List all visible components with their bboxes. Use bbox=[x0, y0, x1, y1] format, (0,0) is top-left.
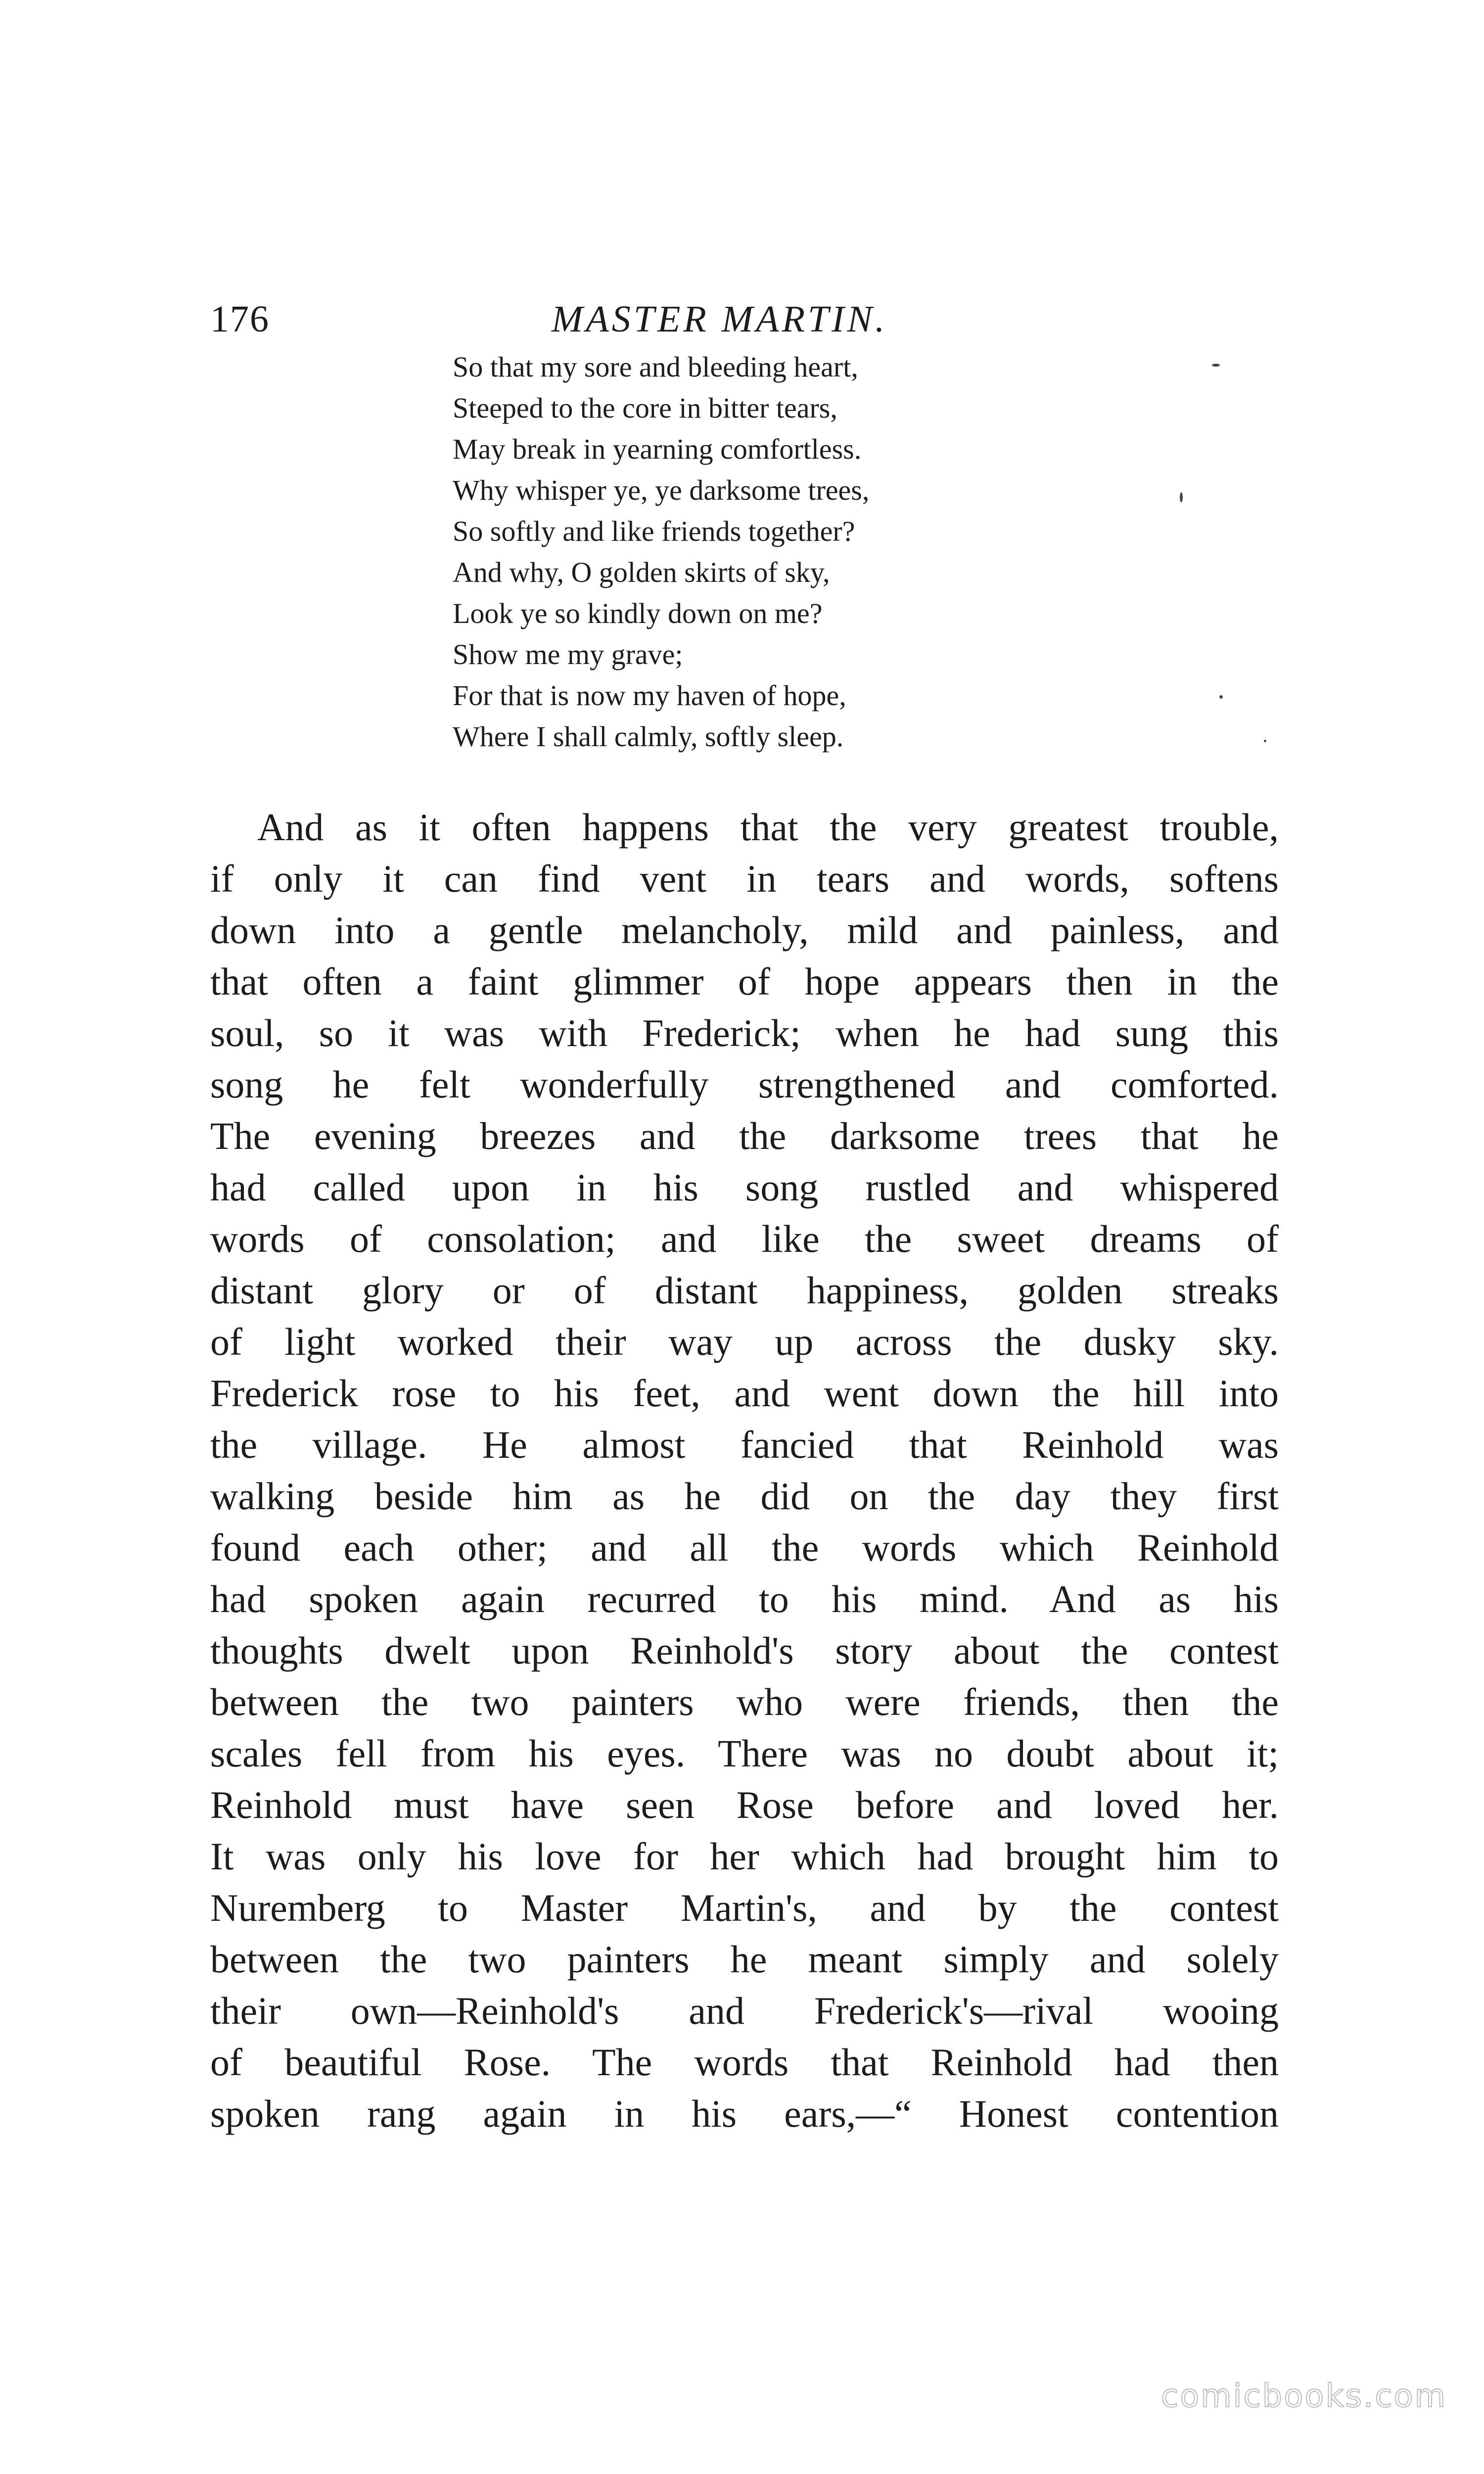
poem-line: And why, O golden skirts of sky, bbox=[453, 556, 830, 588]
body-paragraph bbox=[210, 802, 1279, 2140]
paragraph-line: had spoken again recurred to his mind. And as his bbox=[210, 1577, 1279, 1620]
paragraph-line: scales fell from his eyes. There was no doubt about it; bbox=[210, 1732, 1279, 1775]
paragraph-line: if only it can find vent in tears and words, softens bbox=[210, 857, 1279, 900]
poem-line: So softly and like friends together? bbox=[453, 515, 855, 547]
poem-line: Steeped to the core in bitter tears, bbox=[453, 392, 837, 424]
paragraph-line: The evening breezes and the darksome trees that he bbox=[210, 1114, 1279, 1157]
page-number: 176 bbox=[210, 298, 270, 340]
paragraph-line: between the two painters he meant simply and solely bbox=[210, 1938, 1279, 1981]
paragraph-line: between the two painters who were friends, then the bbox=[210, 1680, 1279, 1723]
paragraph-line: And as it often happens that the very greatest trouble, bbox=[257, 806, 1279, 849]
paragraph-line: Nuremberg to Master Martin's, and by the contest bbox=[210, 1886, 1279, 1929]
paragraph-line: Reinhold must have seen Rose before and loved her. bbox=[210, 1783, 1279, 1826]
paragraph-line: spoken rang again in his ears,—“ Honest contention bbox=[210, 2092, 1279, 2135]
paragraph-line: song he felt wonderfully strengthened and comforted. bbox=[210, 1063, 1279, 1106]
paragraph-line: It was only his love for her which had brought him to bbox=[210, 1835, 1279, 1878]
poem-line: For that is now my haven of hope, bbox=[453, 679, 846, 712]
paragraph-line: distant glory or of distant happiness, golden streaks bbox=[210, 1269, 1279, 1312]
paragraph-line: that often a faint glimmer of hope appears then in the bbox=[210, 960, 1279, 1003]
paragraph-line: found each other; and all the words which Reinhold bbox=[210, 1526, 1279, 1569]
running-title: MASTER MARTIN. bbox=[552, 298, 888, 340]
poem-line: Why whisper ye, ye darksome trees, bbox=[453, 474, 870, 506]
paragraph-line: Frederick rose to his feet, and went down the hill into bbox=[210, 1372, 1279, 1415]
poem-line: May break in yearning comfortless. bbox=[453, 433, 862, 465]
poem-line: Show me my grave; bbox=[453, 638, 683, 670]
paragraph-line: of beautiful Rose. The words that Reinhold had then bbox=[210, 2041, 1279, 2084]
watermark: comicbooks.com bbox=[1160, 2378, 1447, 2415]
poem-line: Where I shall calmly, softly sleep. bbox=[453, 720, 844, 753]
paragraph-line: words of consolation; and like the sweet dreams of bbox=[210, 1217, 1279, 1260]
scan-speck bbox=[1264, 740, 1266, 742]
poem-line: Look ye so kindly down on me? bbox=[453, 597, 823, 629]
running-head bbox=[210, 292, 1279, 346]
scan-speck bbox=[1219, 695, 1223, 699]
poem-stanza bbox=[453, 346, 1195, 757]
paragraph-line: of light worked their way up across the dusky sky. bbox=[210, 1320, 1279, 1363]
paragraph-line: walking beside him as he did on the day they first bbox=[210, 1475, 1279, 1518]
scan-speck bbox=[1212, 364, 1220, 367]
paragraph-line: down into a gentle melancholy, mild and painless, and bbox=[210, 908, 1279, 952]
paragraph-line: soul, so it was with Frederick; when he had sung this bbox=[210, 1011, 1279, 1054]
paragraph-line: thoughts dwelt upon Reinhold's story about the contest bbox=[210, 1629, 1279, 1672]
scan-speck bbox=[1180, 492, 1183, 502]
paragraph-line: had called upon in his song rustled and whispered bbox=[210, 1166, 1279, 1209]
paragraph-line: their own—Reinhold's and Frederick's—rival wooing bbox=[210, 1989, 1279, 2032]
paragraph-line: the village. He almost fancied that Reinhold was bbox=[210, 1423, 1279, 1466]
poem-line: So that my sore and bleeding heart, bbox=[453, 351, 858, 383]
